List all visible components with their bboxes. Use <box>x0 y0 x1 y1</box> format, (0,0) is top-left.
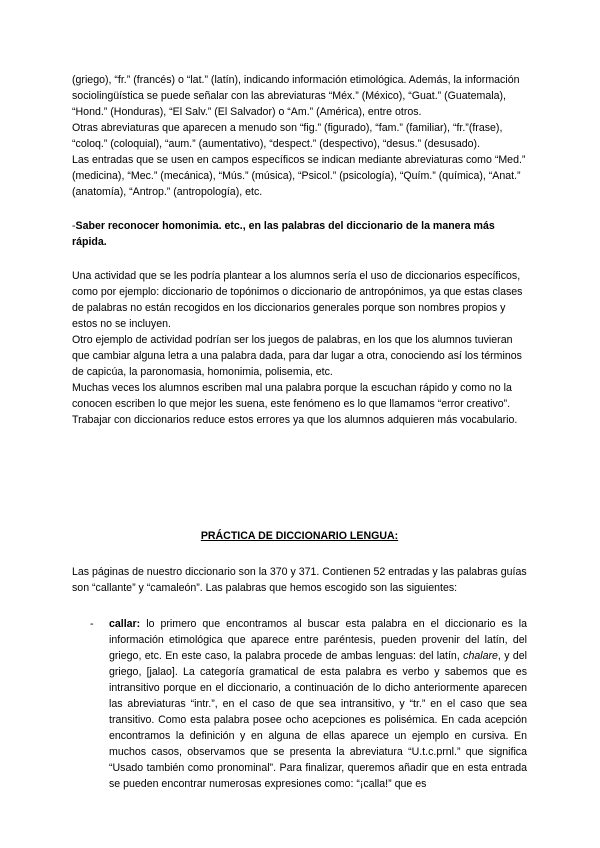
entry-text: , y del griego, [jalao]. La categoría gramatical de esta palabra es verbo y sabemos que es intransitivo porque en el diccionario, a continuación de lo dicho anteriormente aparecen las abreviaturas “intr.”, en el caso de que sea intransitivo, y “tr.” en el caso que sea transitivo. Como esta palabra posee ocho acepciones es polisémica. En cada acepción encontramos la definición y en alguna de ellas aparece un ejemplo en cursiva. En muchos casos, observamos que se presenta la abreviatura “U.t.c.prnl.” que significa “Usado también como pronominal”. Para finalizar, queremos añadir que en esta entrada se pueden encontrar numerosas expresiones como: “¡calla!” que es <box>109 650 528 790</box>
entry-text: lo primero que encontramos al buscar esta palabra en el diccionario es la información etimológica que aparece entre paréntesis, pueden provenir del latín, del griego, etc. En este caso, la palabra procede de ambas lenguas: del latín, <box>109 618 527 662</box>
section-title: PRÁCTICA DE DICCIONARIO LENGUA: <box>200 530 399 542</box>
text-line: Las entradas que se usen en campos específicos se indican mediante abreviaturas como “Med.” (medicina), “Mec.” (mecánica), “Mús.” (música), “Psicol.” (psicología), “Quím.” (química), “Anat.” (anatomía), “Antrop.” (antropología), etc. <box>72 154 526 198</box>
paragraph-activities <box>72 268 527 428</box>
section-heading <box>72 218 527 250</box>
entry-term: callar: <box>109 618 141 630</box>
text-line: Una actividad que se les podría plantear a los alumnos sería el uso de diccionarios específicos, como por ejemplo: diccionario de topónimos o diccionario de antropónimos, ya que estas clases de palabras no están recogidos en los diccionarios generales porque son nombres propios y estos no se incluyen. <box>72 270 523 330</box>
text-line: Otro ejemplo de actividad podrían ser los juegos de palabras, en los que los alumnos tuvieran que cambiar alguna letra a una palabra dada, para dar lugar a otra, conociendo así los términos de capicúa, la paronomasia, homonimia, polisemia, etc. <box>72 334 522 378</box>
heading-prefix: - <box>72 220 76 232</box>
entry-italic-word: chalare <box>463 650 498 662</box>
text-line: Muchas veces los alumnos escriben mal una palabra porque la escuchan rápido y como no la conocen escriben lo que mejor les suena, este fenómeno es lo que llamamos “error creativo”. Trabajar con diccionarios reduce estos errores ya que los alumnos adquieren más vocabulario. <box>72 382 518 426</box>
intro-paragraph: Las páginas de nuestro diccionario son la 370 y 371. Contienen 52 entradas y las palabras guías son “callante” y “camaleón”. Las palabras que hemos escogido son las siguientes: <box>72 566 527 594</box>
paragraph-abbreviations <box>72 72 527 200</box>
bullet-dash: - <box>90 618 94 630</box>
entry-list <box>72 616 527 792</box>
heading-text: Saber reconocer homonimia. etc., en las palabras del diccionario de la manera más rápida. <box>72 220 495 248</box>
list-item <box>72 616 527 792</box>
text-line: Otras abreviaturas que aparecen a menudo son “fig.” (figurado), “fam.” (familiar), “fr.”(frase), “coloq.” (coloquial), “aum.” (aumentativo), “despect.” (despectivo), “desus.” (desusado). <box>72 122 503 150</box>
text-line: (griego), “fr.” (francés) o “lat.” (latín), indicando información etimológica. Además, la información sociolingüística se puede señalar con las abreviaturas “Méx.” (México), “Guat.” (Guatemala), “Hond.” (Honduras), “El Salv.” (El Salvador) o “Am.” (América), entre otros. <box>72 74 520 118</box>
